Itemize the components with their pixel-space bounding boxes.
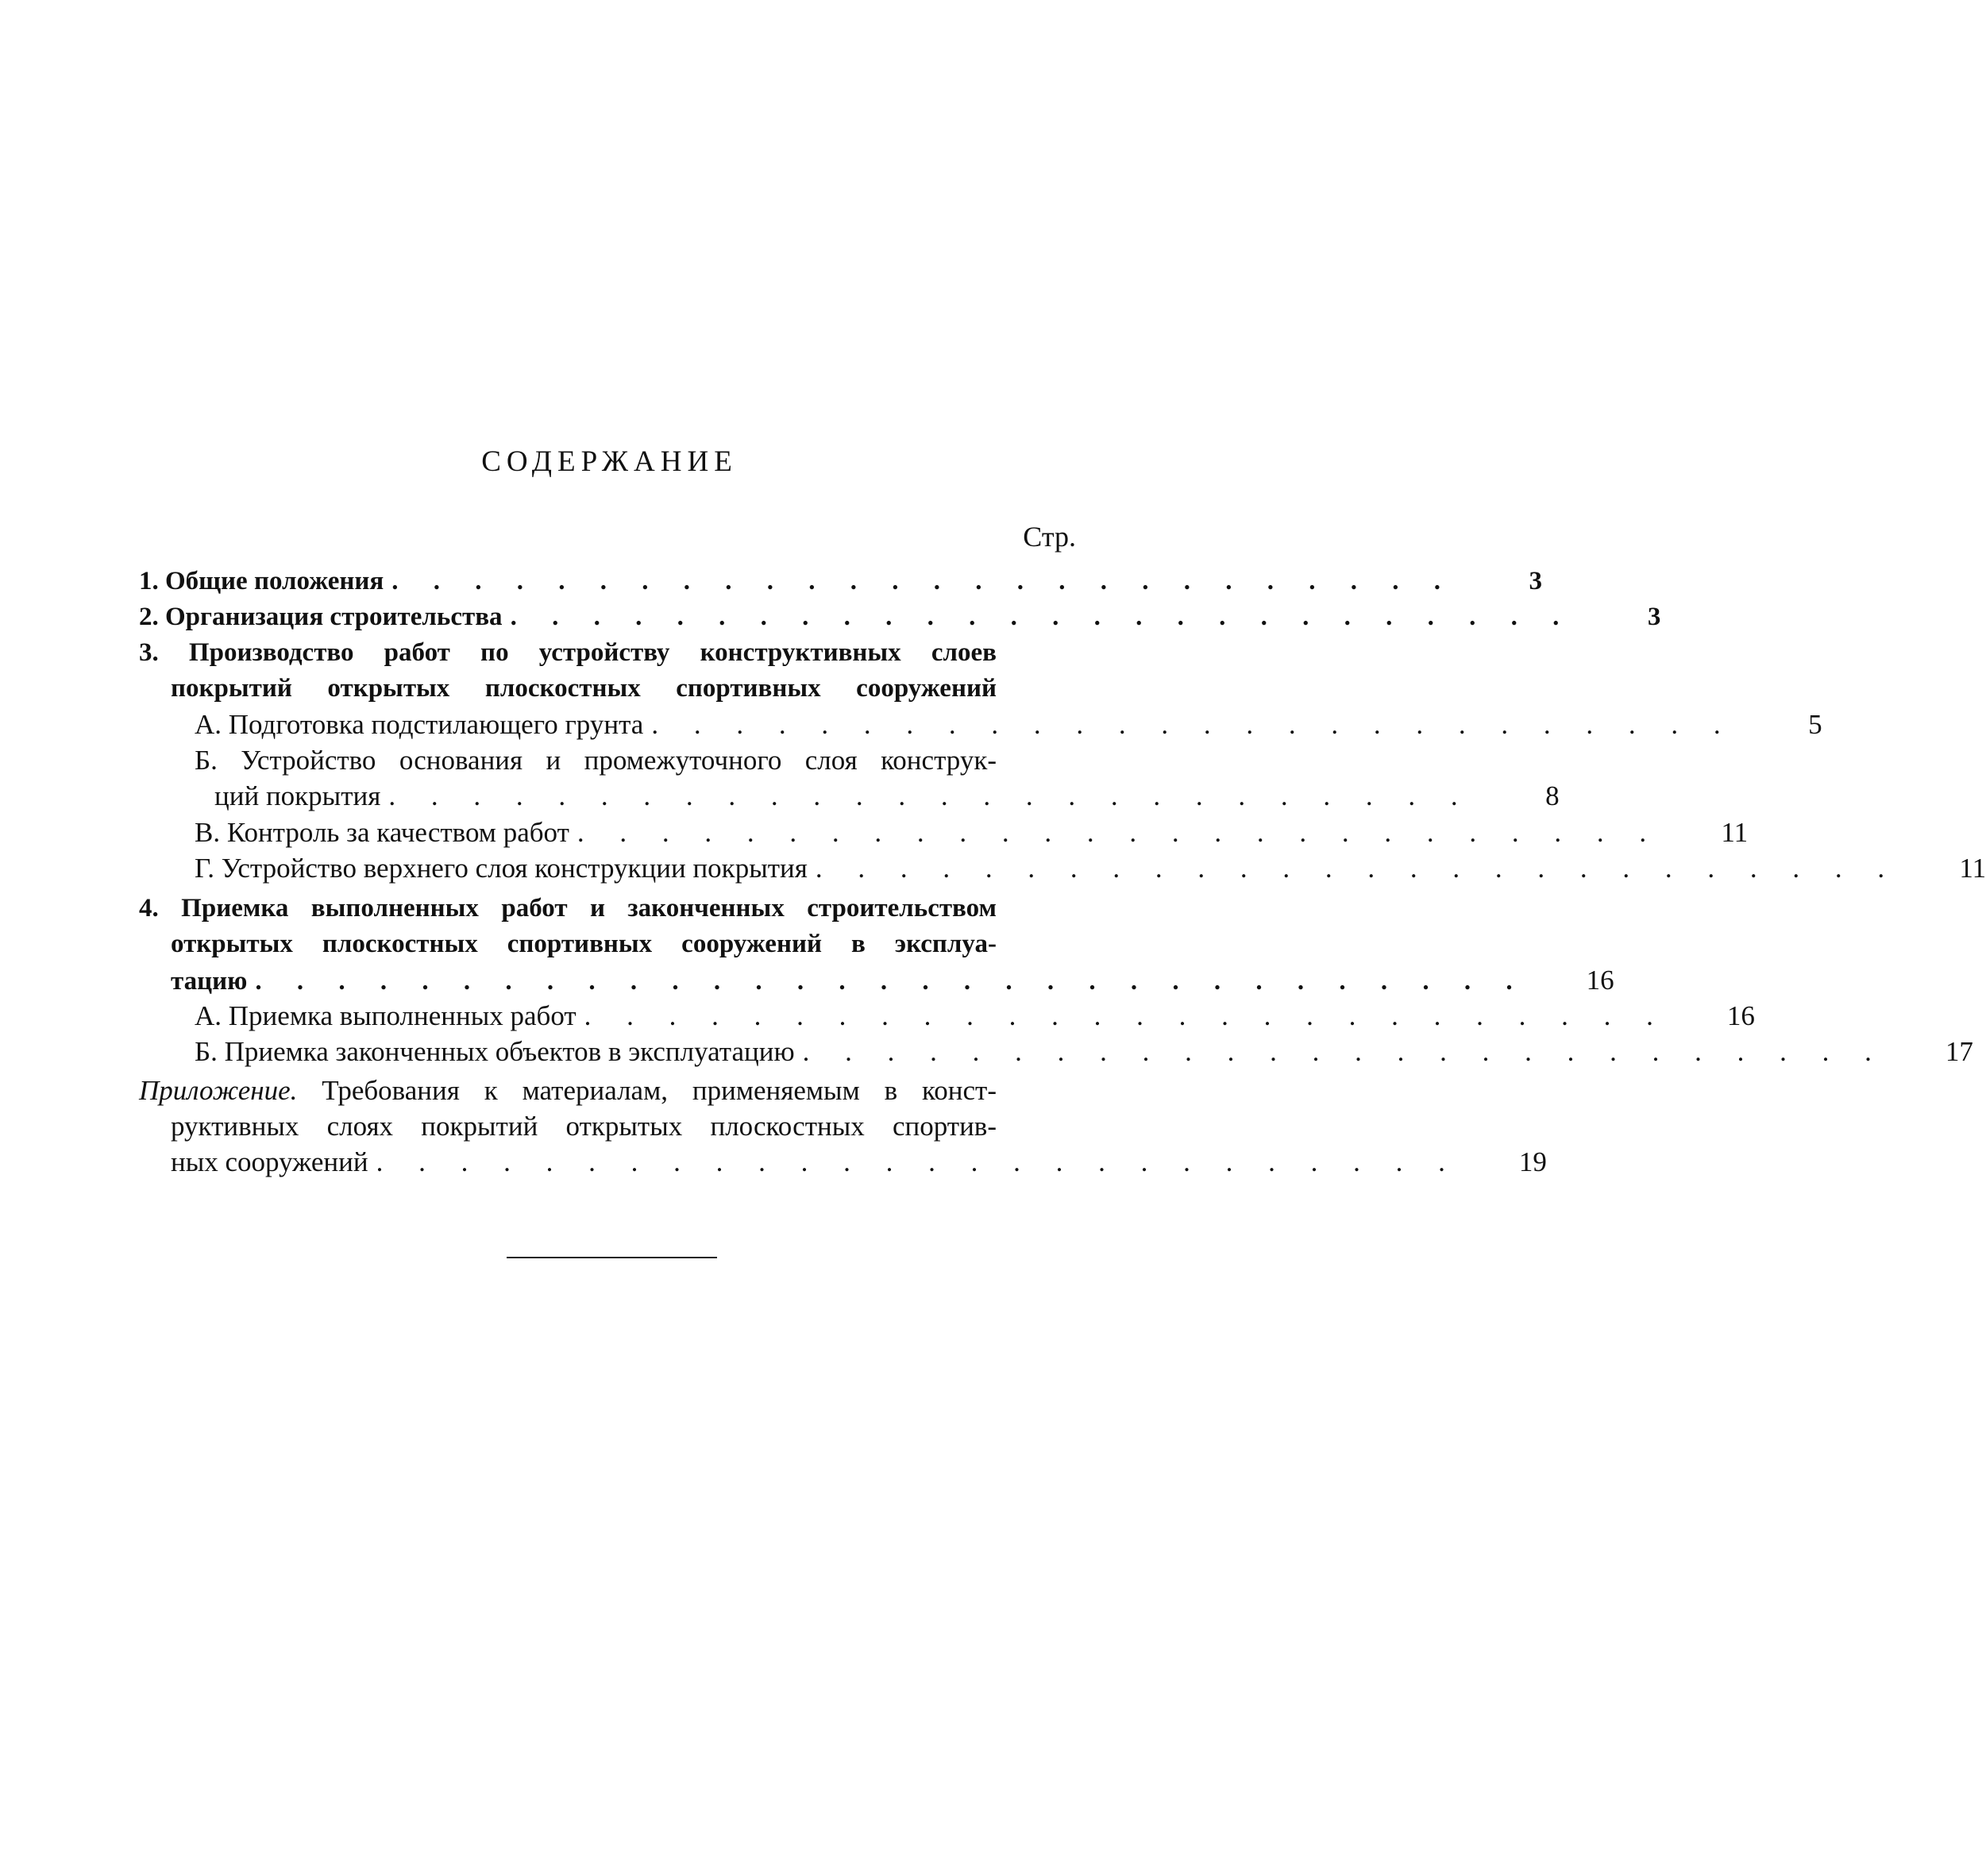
toc-entry-4-line-3 xyxy=(139,962,1614,998)
dot-leader: . . . . . . . . . . . . . . . . . . . . . . . . . . xyxy=(815,853,1899,884)
toc-entry-3b-line-1 xyxy=(139,743,1076,778)
toc-page-number: 19 xyxy=(1518,1146,1547,1177)
toc-page-number: 16 xyxy=(1726,1000,1755,1031)
toc-appendix-line-2 xyxy=(139,1108,1076,1144)
dot-leader: . . . . . . . . . . . . . . . . . . . . . . . . . . xyxy=(584,1000,1668,1031)
toc-page-number: 11 xyxy=(1959,853,1986,884)
dot-leader: . . . . . . . . . . . . . . . . . . . . . . . . . . xyxy=(577,817,1661,848)
toc-entry-4-line-1 xyxy=(139,891,1076,926)
toc-entry-4a xyxy=(139,998,1755,1034)
toc-appendix-line-1 xyxy=(139,1073,1076,1108)
toc-entry-text: покрытий открытых плоскостных спортивных сооружений xyxy=(171,674,997,703)
toc-page-number: 3 xyxy=(1647,603,1661,631)
toc-entry-3d xyxy=(139,850,1986,886)
toc-entry-text: ных сооружений xyxy=(171,1146,368,1177)
appendix-label: Приложение. xyxy=(139,1075,298,1106)
toc-entry-2 xyxy=(139,599,1661,635)
dot-leader: . . . . . . . . . . . . . . . . . . . . . . . . . . xyxy=(651,709,1735,740)
dot-leader: . . . . . . . . . . . . . . . . . . . . . . . . . . xyxy=(388,780,1472,811)
toc-entry-text: 3. Производство работ по устройству конструктивных слоев xyxy=(139,638,997,667)
toc-page-number: 17 xyxy=(1945,1036,1973,1067)
toc-entry-text: А. Подготовка подстилающего грунта xyxy=(195,709,644,740)
toc-page-number: 11 xyxy=(1721,817,1749,848)
toc-entry-text: руктивных слоях покрытий открытых плоскостных спортив- xyxy=(171,1111,997,1142)
toc-entry-text: ций покрытия xyxy=(214,780,381,811)
toc-entry-text: 2. Организация строительства xyxy=(139,603,503,631)
toc-entry-1 xyxy=(139,564,1542,599)
divider-rule xyxy=(507,1257,717,1258)
toc-entry-3-line-2 xyxy=(139,671,1076,707)
page-title: СОДЕРЖАНИЕ xyxy=(481,445,738,478)
dot-leader: . . . . . . . . . . . . . . . . . . . . . . . . . . xyxy=(376,1146,1460,1177)
dot-leader: . . . . . . . . . . . . . . . . . . . . . . . . . . xyxy=(802,1036,1886,1067)
toc-entry-4b xyxy=(139,1034,1973,1069)
table-of-contents xyxy=(139,564,1986,1180)
toc-entry-text: В. Контроль за качеством работ xyxy=(195,817,569,848)
toc-page-number: 8 xyxy=(1545,780,1560,811)
toc-entry-3a xyxy=(139,707,1822,743)
dot-leader: . . . . . . . . . . . . . . . . . . . . . . . . . . . . . . . xyxy=(255,967,1527,996)
toc-page-number: 3 xyxy=(1529,567,1542,595)
dot-leader: . . . . . . . . . . . . . . . . . . . . . . . . . . xyxy=(510,603,1574,631)
toc-entry-text: тацию xyxy=(171,967,248,996)
toc-entry-text: Б. Приемка законченных объектов в эксплуатацию xyxy=(195,1036,795,1067)
toc-entry-text: Требования к материалам, применяемым в конст- xyxy=(322,1075,997,1106)
toc-page-number: 16 xyxy=(1586,965,1614,996)
toc-entry-text: А. Приемка выполненных работ xyxy=(195,1000,577,1031)
dot-leader: . . . . . . . . . . . . . . . . . . . . . . . . . . xyxy=(391,567,1455,595)
toc-appendix-text xyxy=(139,1073,997,1108)
toc-entry-text: Б. Устройство основания и промежуточного слоя конструк- xyxy=(195,745,997,776)
toc-page-number: 5 xyxy=(1808,709,1822,740)
toc-entry-text: Г. Устройство верхнего слоя конструкции покрытия xyxy=(195,853,808,884)
toc-appendix-line-3 xyxy=(139,1144,1547,1180)
toc-entry-text: 4. Приемка выполненных работ и законченных строительством xyxy=(139,894,997,923)
toc-entry-text: 1. Общие положения xyxy=(139,567,384,595)
page-column-header: Стр. xyxy=(1023,521,1076,553)
toc-entry-3-line-1 xyxy=(139,635,1076,671)
toc-entry-3b-line-2 xyxy=(139,778,1560,815)
toc-entry-4-line-2 xyxy=(139,926,1076,962)
toc-entry-text: открытых плоскостных спортивных сооружений в эксплуа- xyxy=(171,930,997,958)
toc-entry-3c xyxy=(139,815,1749,850)
